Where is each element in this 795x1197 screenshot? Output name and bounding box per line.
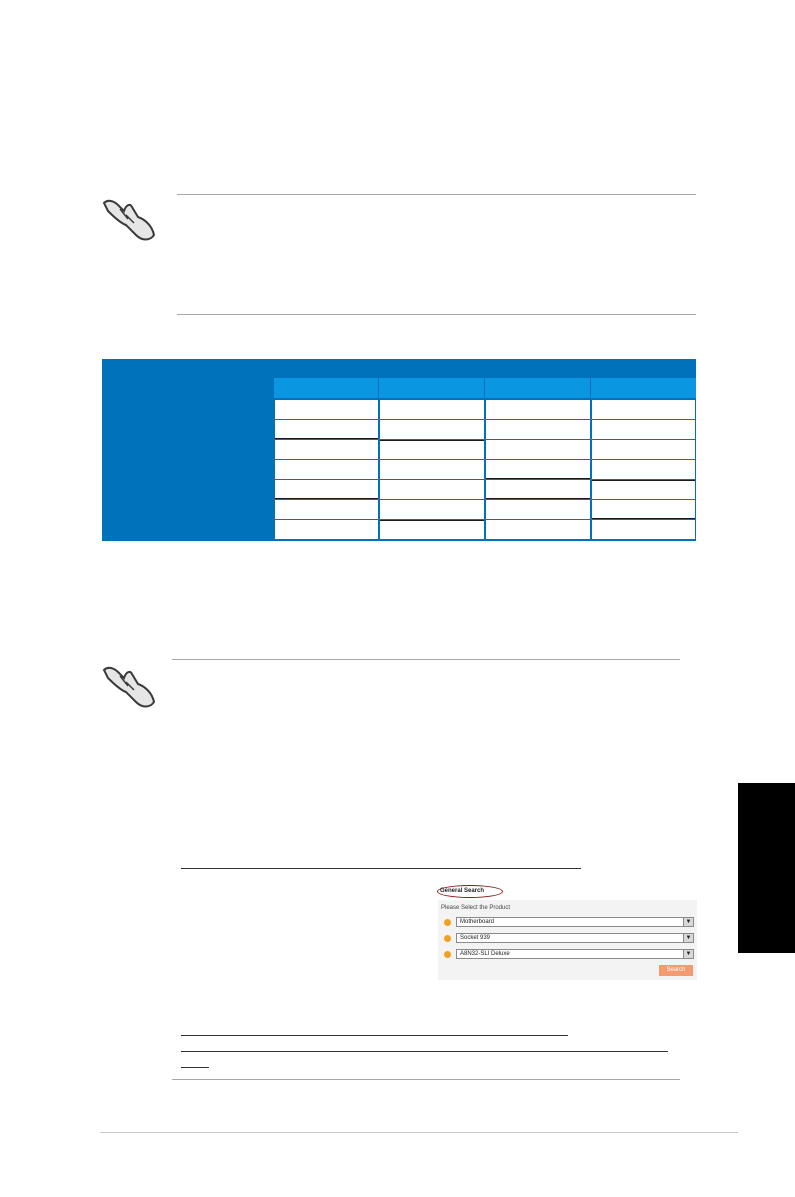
table-cell xyxy=(592,440,695,459)
product-prompt: Please Select the Product xyxy=(441,905,511,911)
table-cell xyxy=(486,400,590,419)
general-search-title: General Search xyxy=(440,888,485,894)
hand-note-icon xyxy=(100,662,158,712)
chevron-down-icon[interactable]: ▼ xyxy=(683,918,693,926)
table-cell xyxy=(275,420,378,439)
table-cell xyxy=(380,420,484,439)
hand-note-icon xyxy=(100,195,158,245)
table-cell xyxy=(486,500,590,519)
table-cell xyxy=(275,500,378,519)
note-bottom-rule xyxy=(172,1079,680,1080)
bullet-icon xyxy=(444,935,451,942)
table-cell xyxy=(380,440,484,459)
bullet-icon xyxy=(444,951,451,958)
link-underline xyxy=(181,1035,568,1036)
table-column-head xyxy=(591,378,696,398)
note-bottom-rule xyxy=(177,314,696,315)
table-cell xyxy=(275,520,378,539)
table-cell xyxy=(486,480,590,499)
table-cell xyxy=(486,420,590,439)
select-value: A8N32-SLI Deluxe xyxy=(460,951,510,957)
side-tab xyxy=(738,783,795,953)
table-column-head xyxy=(379,378,484,398)
note-top-rule xyxy=(177,194,696,195)
table-cell xyxy=(592,420,695,439)
table-row-label xyxy=(102,479,274,519)
link-underline xyxy=(181,868,581,869)
table-cell xyxy=(486,440,590,459)
table-cell xyxy=(275,400,378,419)
table-cell xyxy=(592,520,695,539)
select-value: Socket 939 xyxy=(460,935,491,941)
table-cell xyxy=(592,480,695,499)
note-top-rule xyxy=(172,659,680,660)
table-cell xyxy=(380,480,484,499)
search-button[interactable]: Search xyxy=(659,965,693,976)
table-cell xyxy=(486,460,590,479)
link-underline xyxy=(181,1067,209,1068)
table-cell xyxy=(380,520,484,539)
table-cell xyxy=(380,400,484,419)
table-cell xyxy=(380,460,484,479)
table-cell xyxy=(275,480,378,499)
chevron-down-icon[interactable]: ▼ xyxy=(683,950,693,958)
table-cell xyxy=(275,440,378,459)
table-cell xyxy=(592,400,695,419)
table-cell xyxy=(486,520,590,539)
table-header-bar xyxy=(102,359,696,378)
product-model-select[interactable] xyxy=(456,949,694,959)
bullet-icon xyxy=(444,919,451,926)
product-series-select[interactable] xyxy=(456,933,694,943)
table-cell xyxy=(592,500,695,519)
table-cell xyxy=(275,460,378,479)
table-cell xyxy=(380,500,484,519)
select-value: Motherboard xyxy=(460,919,495,925)
link-underline xyxy=(181,1051,668,1052)
table-column-head xyxy=(274,378,378,398)
table-cell xyxy=(592,460,695,479)
footer-rule xyxy=(100,1132,738,1133)
table-row-label xyxy=(102,399,274,479)
chevron-down-icon[interactable]: ▼ xyxy=(683,934,693,942)
product-type-select[interactable] xyxy=(456,917,694,927)
table-row-label xyxy=(102,519,274,541)
spec-table xyxy=(102,359,696,541)
table-column-head xyxy=(485,378,590,398)
